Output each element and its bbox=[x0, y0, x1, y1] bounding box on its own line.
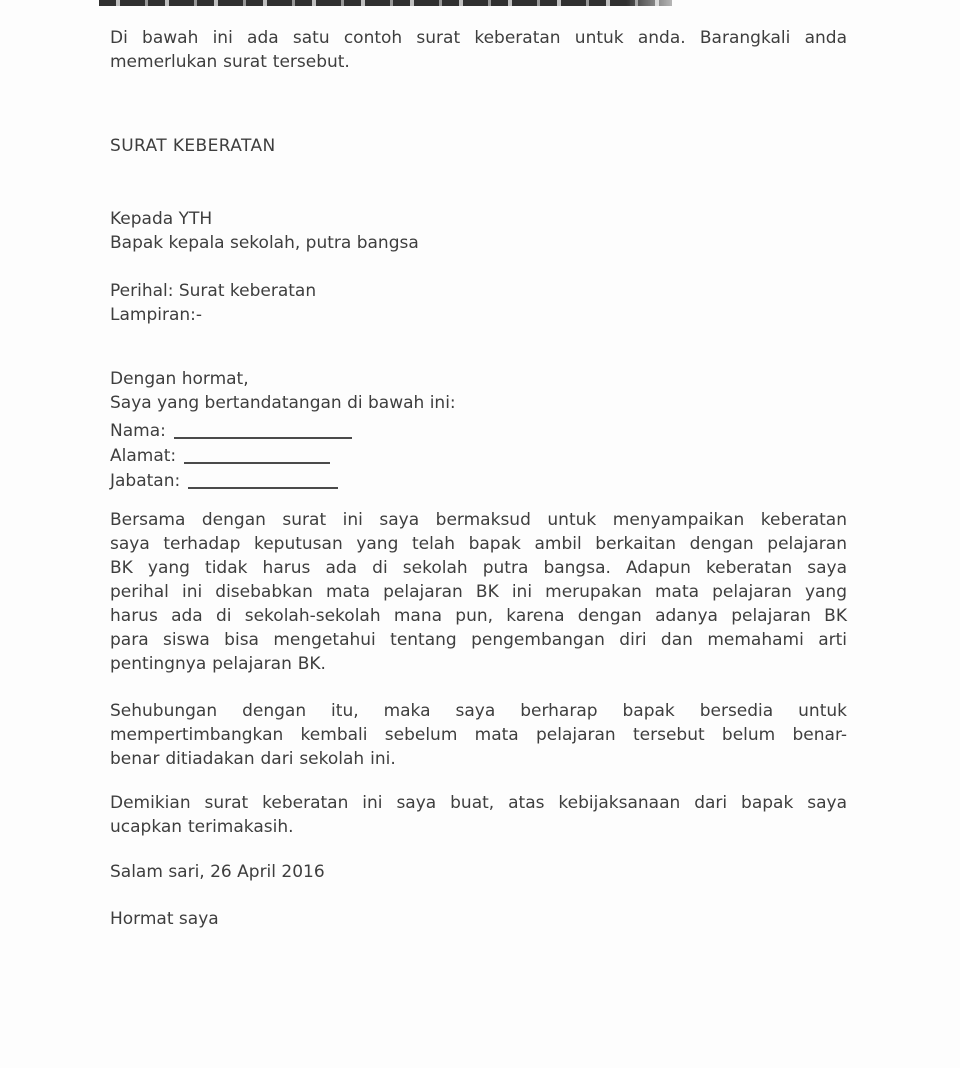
paragraph-line: benar ditiadakan dari sekolah ini. bbox=[110, 749, 396, 769]
field-row-alamat bbox=[110, 444, 847, 469]
paragraph-line: ucapkan terimakasih. bbox=[110, 817, 294, 837]
body-paragraph-1 bbox=[110, 508, 847, 676]
blank-underline-nama bbox=[174, 424, 352, 439]
field-label-alamat: Alamat: bbox=[110, 446, 177, 466]
undersigned-line: Saya yang bertandatangan di bawah ini: bbox=[110, 393, 456, 413]
field-label-nama: Nama: bbox=[110, 421, 166, 441]
field-row-jabatan bbox=[110, 469, 847, 494]
lampiran-line: Lampiran:- bbox=[110, 305, 203, 325]
recipient-line-1: Kepada YTH bbox=[110, 209, 213, 229]
paragraph-line: Demikian surat keberatan ini saya buat, atas kebijaksanaan dari bapak saya bbox=[110, 793, 847, 813]
paragraph-line: memerlukan surat tersebut. bbox=[110, 52, 350, 72]
recipient-line-2: Bapak kepala sekolah, putra bangsa bbox=[110, 233, 419, 253]
meta-block bbox=[110, 279, 847, 327]
paragraph-line: harus ada di sekolah-sekolah mana pun, karena dengan adanya pelajaran BK bbox=[110, 606, 847, 626]
salutation-line: Dengan hormat, bbox=[110, 369, 249, 389]
paragraph-line: pentingnya pelajaran BK. bbox=[110, 654, 326, 674]
intro-paragraph bbox=[110, 26, 847, 74]
paragraph-line: para siswa bisa mengetahui tentang pengembangan diri dan memahami arti bbox=[110, 630, 847, 650]
paragraph-line: BK yang tidak harus ada di sekolah putra bangsa. Adapun keberatan saya bbox=[110, 558, 847, 578]
blank-underline-alamat bbox=[184, 449, 330, 464]
paragraph-line: mempertimbangkan kembali sebelum mata pelajaran tersebut belum benar- bbox=[110, 725, 847, 745]
perihal-line: Perihal: Surat keberatan bbox=[110, 281, 317, 301]
field-row-nama bbox=[110, 419, 847, 444]
body-paragraph-2 bbox=[110, 699, 847, 771]
paragraph-line: perihal ini disebabkan mata pelajaran BK ini merupakan mata pelajaran yang bbox=[110, 582, 847, 602]
field-label-jabatan: Jabatan: bbox=[110, 471, 181, 491]
opening-block bbox=[110, 367, 847, 415]
paragraph-line: Sehubungan dengan itu, maka saya berharap bapak bersedia untuk bbox=[110, 701, 847, 721]
date-line: Salam sari, 26 April 2016 bbox=[110, 862, 325, 882]
paragraph-line: saya terhadap keputusan yang telah bapak ambil berkaitan dengan pelajaran bbox=[110, 534, 847, 554]
blank-underline-jabatan bbox=[188, 474, 338, 489]
recipient-block bbox=[110, 207, 847, 255]
form-fields-block bbox=[110, 419, 847, 494]
letter-title: SURAT KEBERATAN bbox=[110, 136, 276, 156]
body-paragraph-3 bbox=[110, 791, 847, 839]
paragraph-line: Di bawah ini ada satu contoh surat keberatan untuk anda. Barangkali anda bbox=[110, 28, 847, 48]
paragraph-line: Bersama dengan surat ini saya bermaksud untuk menyampaikan keberatan bbox=[110, 510, 847, 530]
letter-content bbox=[110, 0, 847, 1068]
signoff-line: Hormat saya bbox=[110, 909, 219, 929]
